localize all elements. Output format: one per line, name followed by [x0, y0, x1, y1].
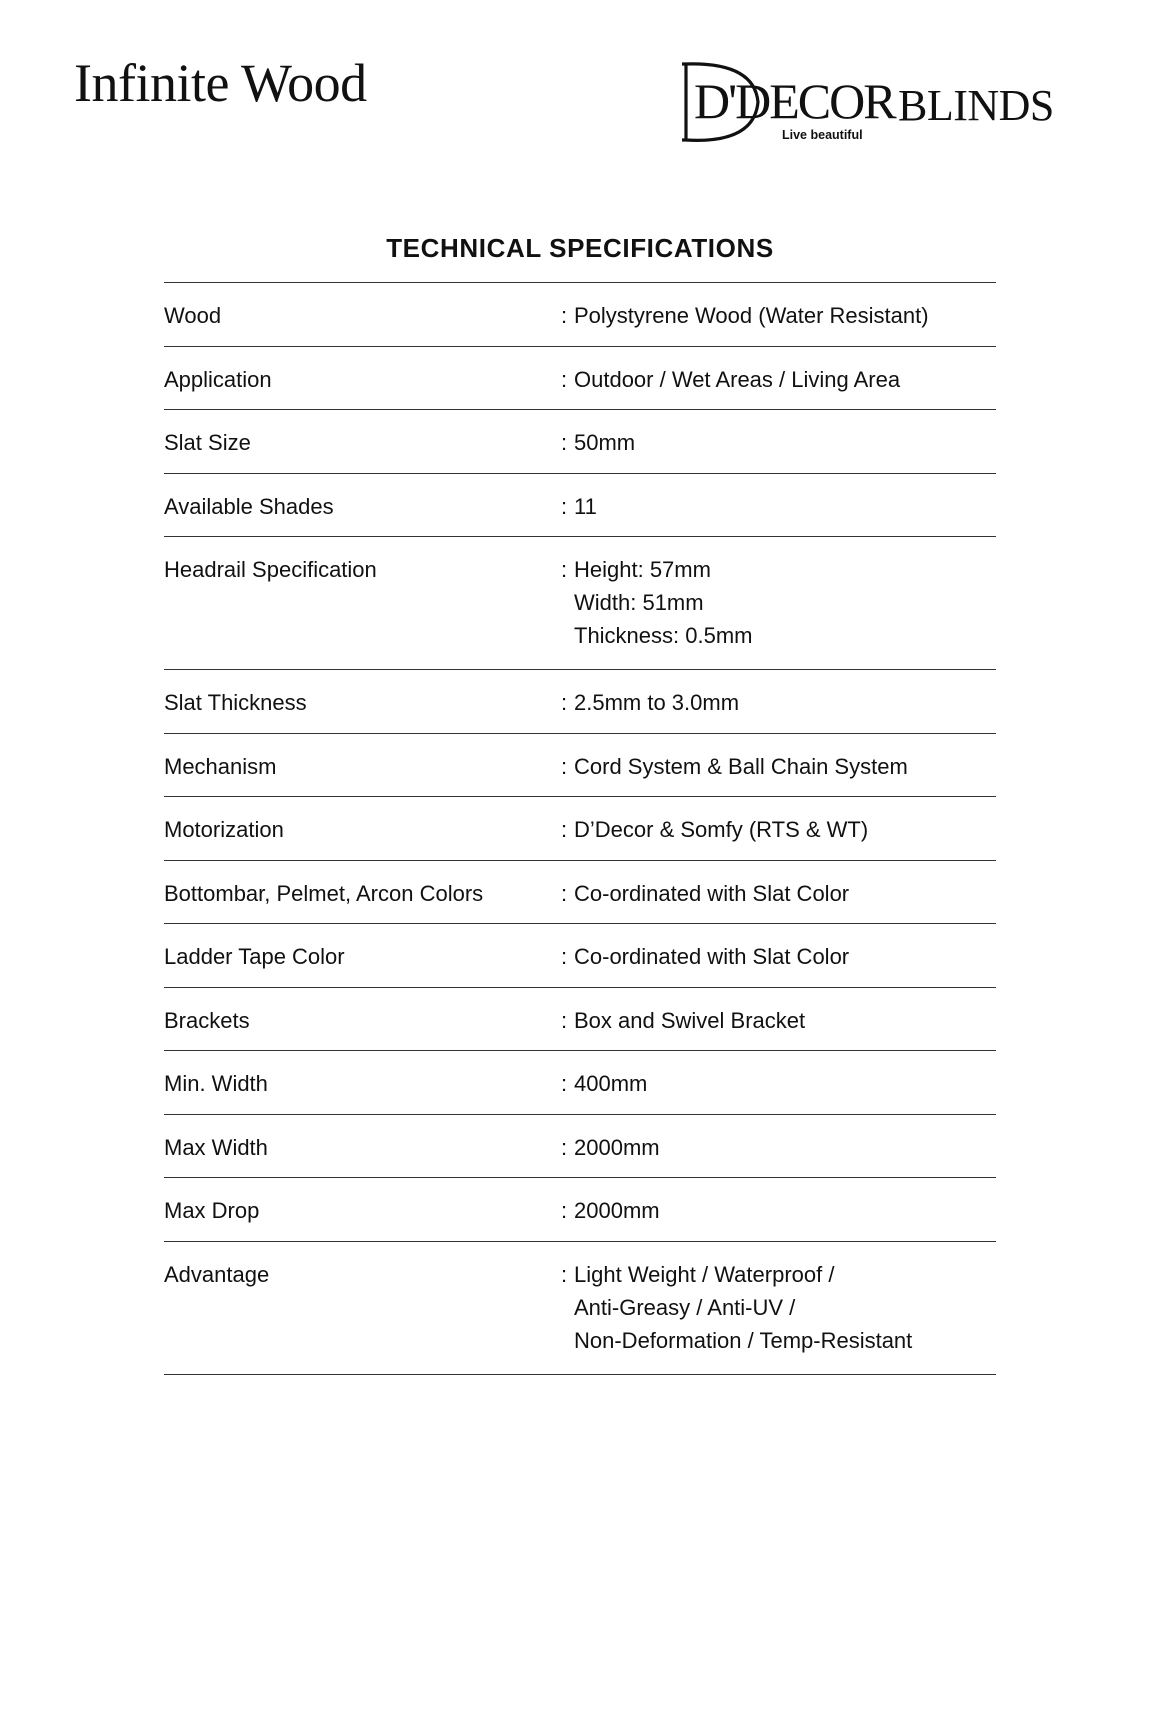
logo-tagline: Live beautiful — [782, 128, 863, 142]
spec-value-text: Anti-Greasy / Anti-UV / — [574, 1294, 796, 1320]
spec-label: Ladder Tape Color — [164, 944, 345, 969]
spec-row — [164, 734, 996, 798]
spec-label: Bottombar, Pelmet, Arcon Colors — [164, 880, 484, 906]
spec-value-text: Co-ordinated with Slat Color — [574, 880, 850, 906]
spec-value-text: 50mm — [574, 430, 636, 455]
spec-value — [561, 1131, 996, 1178]
spec-value-text: Light Weight / Waterproof / — [574, 1261, 835, 1287]
spec-value-text: Polystyrene Wood (Water Resistant) — [574, 303, 929, 328]
spec-label: Slat Thickness — [164, 690, 307, 715]
spec-value — [561, 1194, 996, 1241]
spec-separator: : — [561, 430, 568, 455]
spec-value — [561, 1067, 996, 1114]
spec-value — [561, 750, 996, 797]
spec-value-line — [561, 363, 996, 396]
spec-row — [164, 670, 996, 734]
spec-label: Available Shades — [164, 493, 334, 519]
spec-value-line — [561, 940, 996, 973]
spec-row — [164, 1178, 996, 1242]
spec-separator: : — [561, 690, 568, 715]
spec-value-line — [561, 426, 996, 459]
spec-label: Advantage — [164, 1261, 270, 1287]
spec-value — [561, 363, 996, 410]
spec-row — [164, 283, 996, 347]
spec-value-line — [561, 1004, 996, 1037]
spec-row — [164, 988, 996, 1052]
spec-separator: : — [561, 880, 568, 906]
spec-value-line — [561, 553, 996, 586]
logo-suffix-text: BLINDS — [898, 81, 1054, 130]
spec-label: Min. Width — [164, 1071, 268, 1096]
spec-value-text: Height: 57mm — [574, 557, 711, 582]
spec-value — [561, 490, 996, 537]
spec-value-line — [561, 813, 996, 846]
spec-value — [561, 299, 996, 346]
spec-value-text: 11 — [574, 493, 597, 519]
spec-value — [561, 1004, 996, 1051]
spec-value-text: 2000mm — [574, 1134, 660, 1160]
spec-value-line — [561, 299, 996, 332]
spec-label: Application — [164, 366, 272, 392]
spec-value-line — [561, 1067, 996, 1100]
spec-value-line — [561, 619, 996, 652]
spec-value-text: 2000mm — [574, 1198, 660, 1223]
spec-separator: : — [561, 1261, 568, 1287]
spec-value-line — [561, 1291, 996, 1324]
spec-value-line — [561, 1131, 996, 1164]
spec-value — [561, 426, 996, 473]
spec-label: Mechanism — [164, 753, 277, 779]
spec-value-line — [561, 1194, 996, 1227]
spec-value-text: Thickness: 0.5mm — [574, 623, 753, 648]
spec-value — [561, 813, 996, 860]
spec-label: Brackets — [164, 1007, 250, 1033]
spec-value-text: Outdoor / Wet Areas / Living Area — [574, 366, 901, 392]
spec-label: Motorization — [164, 817, 284, 842]
spec-row — [164, 1051, 996, 1115]
spec-separator: : — [561, 1007, 568, 1033]
spec-separator: : — [561, 1071, 568, 1096]
brand-logo — [680, 58, 1090, 148]
spec-value-text: D’Decor & Somfy (RTS & WT) — [574, 817, 869, 842]
spec-separator: : — [561, 303, 568, 328]
spec-separator: : — [561, 493, 568, 519]
spec-value-text: 400mm — [574, 1071, 648, 1096]
spec-value-text: Box and Swivel Bracket — [574, 1007, 806, 1033]
page-header — [0, 0, 1152, 170]
spec-label: Headrail Specification — [164, 557, 377, 582]
spec-value-line — [561, 877, 996, 910]
spec-value — [561, 686, 996, 733]
spec-section — [164, 228, 996, 1375]
spec-row — [164, 347, 996, 411]
spec-value-text: 2.5mm to 3.0mm — [574, 690, 740, 715]
spec-separator: : — [561, 1134, 568, 1160]
spec-value-line — [561, 1324, 996, 1357]
spec-value — [561, 877, 996, 924]
spec-row — [164, 1115, 996, 1179]
spec-label: Slat Size — [164, 430, 251, 455]
spec-row — [164, 797, 996, 861]
logo-main-text: D'DECOR — [694, 73, 895, 129]
product-name: Infinite Wood — [74, 53, 367, 113]
spec-separator: : — [561, 1198, 568, 1223]
spec-row — [164, 1242, 996, 1375]
spec-separator: : — [561, 817, 568, 842]
spec-label: Max Drop — [164, 1198, 260, 1223]
spec-separator: : — [561, 557, 568, 582]
spec-label: Wood — [164, 303, 222, 328]
spec-label: Max Width — [164, 1134, 268, 1160]
spec-separator: : — [561, 366, 568, 392]
spec-row — [164, 861, 996, 925]
spec-value-line — [561, 686, 996, 719]
spec-value-text: Co-ordinated with Slat Color — [574, 944, 850, 969]
spec-separator: : — [561, 753, 568, 779]
spec-value-text: Non-Deformation / Temp-Resistant — [574, 1327, 913, 1353]
spec-value-text: Width: 51mm — [574, 590, 704, 615]
spec-value — [561, 940, 996, 987]
spec-value-line — [561, 1258, 996, 1291]
spec-value — [561, 553, 996, 652]
spec-value — [561, 1258, 996, 1357]
spec-value-line — [561, 750, 996, 783]
spec-title: TECHNICAL SPECIFICATIONS — [386, 233, 774, 263]
spec-table — [164, 282, 996, 1375]
spec-value-line — [561, 586, 996, 619]
spec-row — [164, 410, 996, 474]
spec-value-line — [561, 490, 996, 523]
spec-row — [164, 537, 996, 670]
spec-row — [164, 474, 996, 538]
spec-separator: : — [561, 944, 568, 969]
spec-row — [164, 924, 996, 988]
spec-value-text: Cord System & Ball Chain System — [574, 753, 908, 779]
